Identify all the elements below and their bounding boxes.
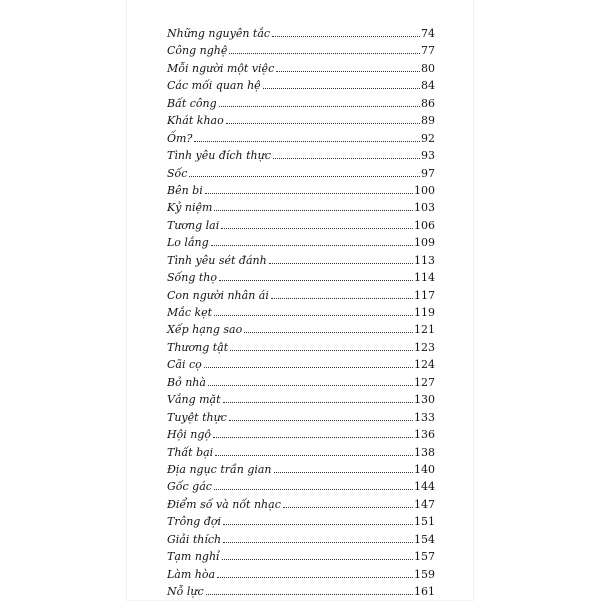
dot-leader [214, 489, 413, 490]
toc-entry [167, 306, 435, 323]
toc-entry-page: 86 [421, 96, 435, 110]
toc-entry [167, 184, 435, 201]
dot-leader [223, 524, 413, 525]
toc-entry [167, 550, 435, 567]
toc-entry-title: Lo lắng [167, 236, 209, 250]
toc-entry [167, 428, 435, 445]
toc-entry-page: 119 [414, 306, 435, 319]
toc-entry-title: Trông đợi [167, 515, 222, 529]
toc-entry [167, 44, 435, 61]
toc-entry [167, 480, 435, 497]
toc-entry-title: Tình yêu đích thực [167, 149, 271, 163]
toc-entry-title: Vắng mặt [167, 393, 221, 407]
dot-leader [276, 71, 420, 72]
toc-entry-page: 138 [414, 445, 435, 459]
toc-entry-title: Con người nhân ái [167, 288, 269, 302]
toc-entry-page: 114 [414, 271, 435, 285]
dot-leader [229, 53, 420, 54]
toc-entry-page: 136 [414, 428, 435, 442]
toc-entry [167, 62, 435, 79]
toc-entry-page: 121 [414, 323, 435, 337]
toc-entry-page: 113 [414, 253, 435, 267]
toc-entry-title: Làm hòa [167, 567, 216, 581]
toc-entry [167, 236, 435, 253]
toc-entry-title: Thương tật [167, 340, 229, 354]
book-page [127, 0, 473, 600]
toc-entry [167, 254, 435, 271]
toc-entry-title: Mỗi người một việc [167, 61, 275, 75]
toc-entry-page: 92 [421, 131, 435, 145]
toc-entry-title: Tương lai [167, 218, 220, 232]
toc-entry-page: 124 [414, 358, 435, 372]
toc-entry-page: 161 [414, 585, 435, 598]
dot-leader [222, 559, 413, 560]
toc-entry-page: 127 [414, 375, 435, 389]
toc-entry-page: 93 [421, 149, 435, 163]
toc-entry-page: 103 [414, 201, 435, 215]
toc-entry [167, 79, 435, 96]
dot-leader [226, 123, 420, 124]
table-of-contents [167, 27, 435, 602]
toc-entry [167, 97, 435, 114]
toc-entry-page: 84 [421, 79, 435, 93]
toc-entry-title: Khát khao [167, 114, 224, 128]
toc-entry-title: Tình yêu sét đánh [167, 253, 267, 267]
toc-entry-page: 109 [414, 236, 435, 250]
toc-entry-title: Xếp hạng sao [167, 323, 243, 337]
dot-leader [244, 332, 413, 333]
dot-leader [230, 350, 413, 351]
toc-entry-page: 147 [414, 497, 435, 511]
dot-leader [189, 176, 420, 177]
toc-entry [167, 515, 435, 532]
toc-entry-page: 89 [421, 114, 435, 128]
dot-leader [273, 158, 420, 159]
toc-entry [167, 446, 435, 463]
toc-entry [167, 498, 435, 515]
toc-entry-page: 159 [414, 567, 435, 581]
toc-entry [167, 568, 435, 585]
dot-leader [219, 280, 413, 281]
toc-entry-title: Giải thích [167, 532, 222, 546]
toc-entry-title: Công nghệ [167, 44, 228, 58]
toc-entry [167, 393, 435, 410]
dot-leader [274, 472, 413, 473]
toc-entry-page: 154 [414, 532, 435, 546]
dot-leader [263, 88, 420, 89]
toc-entry [167, 376, 435, 393]
dot-leader [214, 210, 413, 211]
toc-entry [167, 411, 435, 428]
toc-entry [167, 463, 435, 480]
toc-entry-page: 123 [414, 340, 435, 354]
toc-entry [167, 341, 435, 358]
dot-leader [205, 193, 413, 194]
dot-leader [214, 315, 413, 316]
toc-entry-page: 151 [414, 515, 435, 529]
toc-entry-title: Hội ngộ [167, 428, 211, 442]
dot-leader [219, 106, 420, 107]
toc-entry [167, 289, 435, 306]
toc-entry-page: 77 [421, 44, 435, 58]
toc-entry [167, 585, 435, 602]
dot-leader [271, 298, 413, 299]
dot-leader [213, 437, 413, 438]
toc-entry [167, 271, 435, 288]
toc-entry-title: Kỷ niệm [167, 201, 213, 215]
toc-entry-page: 144 [414, 480, 435, 494]
toc-entry-page: 117 [414, 288, 435, 302]
toc-entry-page: 74 [421, 27, 435, 40]
toc-entry-page: 80 [421, 61, 435, 75]
toc-entry [167, 219, 435, 236]
toc-entry-title: Bất công [167, 96, 217, 110]
toc-entry-title: Tuyệt thực [167, 410, 227, 424]
toc-entry-page: 130 [414, 393, 435, 407]
dot-leader [272, 36, 420, 37]
toc-entry-title: Tạm nghỉ [167, 550, 220, 564]
toc-entry [167, 358, 435, 375]
dot-leader [223, 402, 413, 403]
dot-leader [269, 263, 413, 264]
dot-leader [206, 594, 413, 595]
dot-leader [211, 245, 413, 246]
toc-entry [167, 533, 435, 550]
toc-entry-title: Ốm? [167, 131, 193, 145]
toc-entry-page: 140 [414, 462, 435, 476]
toc-entry-title: Gốc gác [167, 480, 212, 494]
dot-leader [208, 385, 413, 386]
dot-leader [204, 367, 413, 368]
toc-entry-title: Sống thọ [167, 271, 218, 285]
toc-entry [167, 27, 435, 44]
toc-entry-title: Thất bại [167, 445, 214, 459]
toc-entry-title: Nỗ lực [167, 585, 204, 598]
toc-entry-title: Địa ngục trần gian [167, 462, 272, 476]
toc-entry [167, 149, 435, 166]
toc-entry [167, 201, 435, 218]
dot-leader [194, 141, 420, 142]
toc-entry [167, 114, 435, 131]
toc-entry-page: 100 [414, 183, 435, 197]
toc-entry [167, 132, 435, 149]
toc-entry-title: Các mối quan hệ [167, 79, 261, 93]
toc-entry-title: Mắc kẹt [167, 306, 213, 319]
toc-entry-title: Bỏ nhà [167, 375, 206, 389]
dot-leader [229, 420, 413, 421]
toc-entry-page: 157 [414, 550, 435, 564]
dot-leader [283, 507, 413, 508]
toc-entry-title: Điểm số và nốt nhạc [167, 497, 281, 511]
toc-entry-page: 106 [414, 218, 435, 232]
toc-entry-title: Bên bi [167, 183, 203, 197]
toc-entry-title: Sốc [167, 166, 188, 180]
toc-entry-page: 133 [414, 410, 435, 424]
toc-entry-title: Cãi cọ [167, 358, 202, 372]
toc-entry-page: 97 [421, 166, 435, 180]
dot-leader [221, 228, 413, 229]
dot-leader [217, 577, 413, 578]
dot-leader [215, 455, 413, 456]
toc-entry [167, 323, 435, 340]
toc-entry-title: Những nguyên tắc [167, 27, 271, 40]
toc-entry [167, 167, 435, 184]
dot-leader [223, 542, 413, 543]
